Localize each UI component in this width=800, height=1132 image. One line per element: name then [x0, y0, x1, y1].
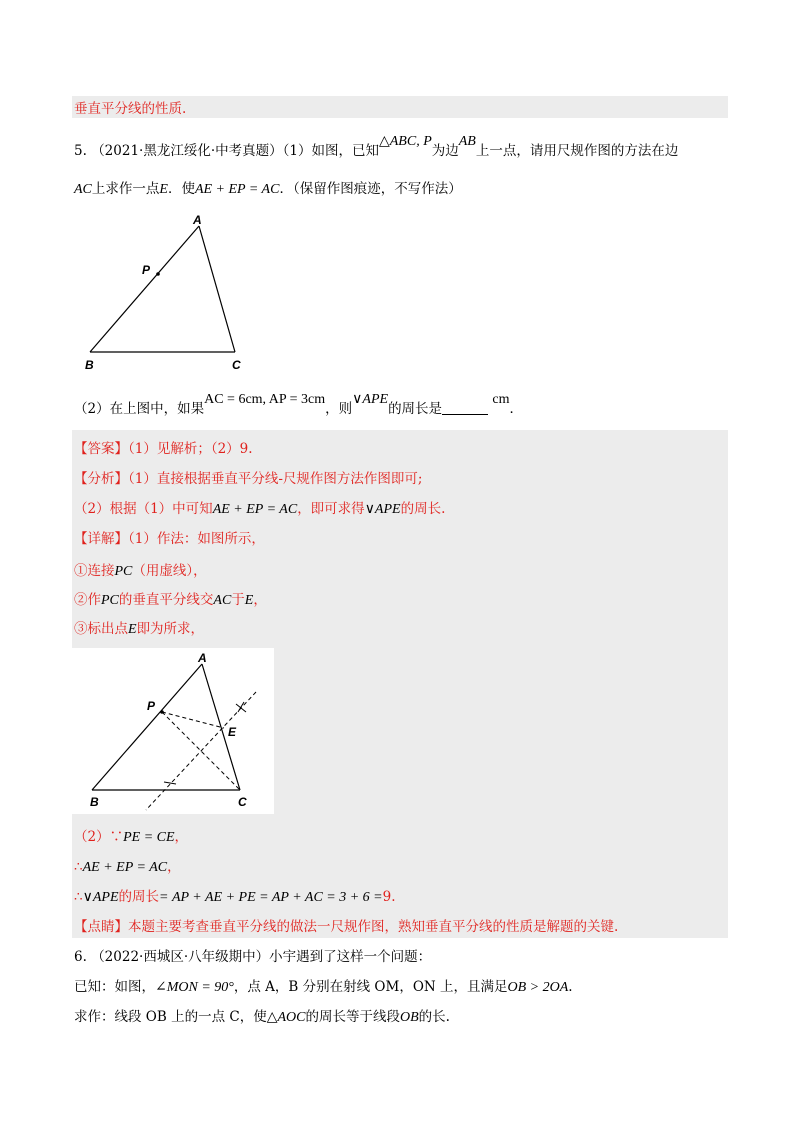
q5-perimeter: 的周长是	[388, 401, 443, 417]
q6-find-mid: 的周长等于线段	[305, 1009, 400, 1025]
step3-suffix: 即为所求，	[136, 621, 205, 637]
q5-source: （2021·黑龙江绥化·中考真题）	[91, 143, 283, 159]
answer-tag: 【答案】	[74, 441, 128, 457]
q5-part1-prefix: （1）如图，已知	[282, 143, 379, 159]
q6-line2	[74, 978, 573, 997]
q6-find-prefix: 求作：线段 OB 上的一点 C，使	[74, 1009, 267, 1025]
point-tag: 【点睛】	[74, 919, 128, 935]
fig1-edge-ac	[199, 226, 235, 352]
q6-tri: △AOC	[266, 1010, 306, 1025]
step1-suffix: （用虚线），	[132, 563, 207, 579]
s3-tri: ∨APE	[82, 890, 119, 905]
step2-mid2: 于	[231, 592, 245, 608]
s3-prefix: ∴	[74, 889, 83, 905]
fig1-label-b: B	[85, 358, 94, 372]
answer-text: （1）见解析；（2）9.	[128, 441, 253, 457]
fig2-arc-mark-top	[236, 702, 246, 712]
q6-seg: OB	[399, 1010, 419, 1025]
solution-line2	[74, 858, 181, 877]
fig1-label-c: C	[232, 358, 241, 372]
step1-line	[74, 562, 207, 581]
q5-cond: AC = 6cm, AP = 3cm	[204, 392, 326, 407]
q5-point-e: E	[159, 182, 168, 197]
s3-val: 9	[382, 889, 392, 905]
q6-source: （2022·西城区·八年级期中）小宇遇到了这样一个问题：	[91, 949, 432, 965]
fig1-point-p	[156, 272, 160, 276]
s3-eq: = AP + AE + PE = AP + AC = 3 + 6 =	[159, 890, 383, 905]
q5-unit: cm	[492, 392, 510, 407]
q6-known-mid: ，点 A，B 分别在射线 OM，ON 上，且满足	[233, 979, 508, 995]
fig2-label-a: A	[198, 651, 207, 665]
step2-pt: E	[244, 593, 254, 608]
s1-eq: PE = CE	[123, 830, 175, 845]
analysis2-prefix: （2）根据（1）中可知	[74, 501, 213, 517]
fig2-segment-pe	[162, 712, 224, 728]
step3-pt: E	[128, 622, 137, 637]
analysis-text: （1）直接根据垂直平分线-尺规作图方法作图即可;	[128, 471, 423, 487]
point-line	[74, 918, 618, 936]
q5-line2a: 上求作一点	[91, 181, 160, 197]
fig2-label-b: B	[90, 795, 99, 809]
q5-edge-ab: AB	[458, 134, 476, 149]
fig1-label-a: A	[193, 213, 202, 227]
analysis2-tri: ∨APE	[364, 502, 401, 517]
fig2-label-p: P	[147, 699, 156, 713]
q5-ac: AC	[74, 182, 92, 197]
q5-answer-blank[interactable]	[442, 402, 488, 415]
solution-line1	[74, 828, 188, 847]
step3-line	[74, 620, 204, 639]
analysis2-end: 的周长.	[400, 501, 446, 517]
q6-number: 6.	[74, 949, 87, 965]
solution-line3	[74, 888, 396, 907]
q5-end: ．	[509, 401, 523, 417]
analysis-line2	[74, 500, 445, 519]
s1-end: ，	[174, 829, 189, 845]
s1-prefix: （2）∵	[74, 829, 124, 845]
fig2-label-e: E	[228, 725, 237, 739]
detail-tag: 【详解】	[74, 531, 128, 547]
q5-tri-given: △ABC, P	[378, 134, 432, 149]
q5-tri-ape: ∨APE	[352, 392, 389, 407]
step2-seg: PC	[101, 593, 119, 608]
step1-prefix: ①连接	[74, 563, 115, 579]
step2-end: ，	[253, 592, 267, 608]
step2-seg2: AC	[213, 593, 232, 608]
q6-known-prefix: 已知：如图，	[74, 979, 155, 995]
fig2-arc-mark-bottom	[164, 782, 176, 784]
q5-line1	[74, 134, 679, 161]
s3-end: .	[391, 889, 396, 905]
s3-mid: 的周长	[118, 889, 159, 905]
s2-end: ，	[167, 859, 181, 875]
top-line: 垂直平分线的性质.	[74, 101, 187, 117]
q5-shi: ．使	[167, 181, 195, 197]
q5-line2b: ．（保留作图痕迹，不写作法）	[279, 181, 462, 197]
analysis2-mid: ，即可求得	[297, 501, 365, 517]
q6-known-end: .	[568, 979, 573, 995]
q6-line1	[74, 948, 431, 966]
step2-mid: 的垂直平分线交	[118, 592, 214, 608]
q5-line2	[74, 180, 462, 199]
s2-prefix: ∴	[74, 859, 83, 875]
q6-line3	[74, 1008, 450, 1027]
fig1-edge-ab	[90, 226, 199, 352]
figure-triangle-abc	[80, 212, 260, 377]
step1-seg: PC	[114, 564, 133, 579]
q5-then: ，则	[325, 401, 353, 417]
step3-prefix: ③标出点	[74, 621, 128, 637]
q6-find-end: 的长.	[418, 1009, 450, 1025]
q5-part1-mid: 上一点，请用尺规作图的方法在边	[475, 143, 679, 159]
analysis-line1	[74, 470, 422, 488]
fig1-label-p: P	[142, 263, 151, 277]
q6-angle: ∠MON = 90°	[155, 980, 234, 995]
figure-construction	[72, 648, 274, 814]
q6-cond: OB > 2OA	[507, 980, 569, 995]
q5-part2-prefix: （2）在上图中，如果	[74, 401, 205, 417]
answer-line	[74, 440, 253, 458]
fig2-point-p	[160, 710, 164, 714]
q5-is-edge: 为边	[431, 143, 459, 159]
detail-text: （1）作法：如图所示，	[128, 531, 265, 547]
fig2-edge-ab	[92, 664, 202, 790]
q5-number: 5.	[74, 143, 87, 159]
q5-eq1: AE + EP = AC	[194, 182, 280, 197]
analysis-tag: 【分析】	[74, 471, 128, 487]
fig2-label-c: C	[238, 795, 247, 809]
analysis2-eq: AE + EP = AC	[212, 502, 298, 517]
detail-line	[74, 530, 265, 548]
q5-part2	[74, 392, 523, 419]
s2-eq: AE + EP = AC	[82, 860, 168, 875]
step2-prefix: ②作	[74, 592, 101, 608]
step2-line	[74, 591, 267, 610]
point-text: 本题主要考查垂直平分线的做法一尺规作图，熟知垂直平分线的性质是解题的关键.	[128, 919, 619, 935]
